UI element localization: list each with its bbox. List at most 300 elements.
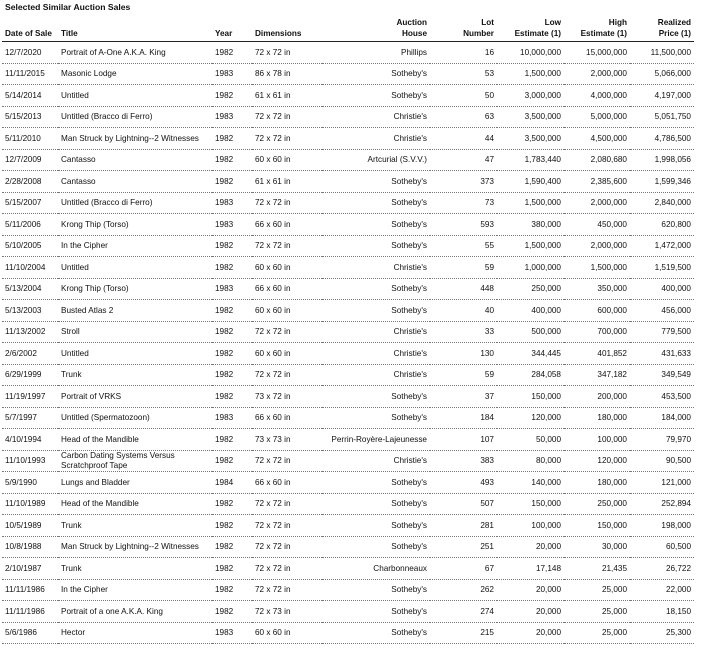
column-header-year: [212, 13, 252, 42]
column-header-high-estimate: [564, 13, 630, 42]
table-row: [2, 85, 694, 107]
cell-date: 10/8/1988: [2, 536, 58, 558]
cell-high-estimate: 450,000: [564, 214, 630, 236]
cell-low-estimate: 1,000,000: [497, 257, 564, 279]
cell-title: Cantasso: [58, 149, 212, 171]
table-row: [2, 171, 694, 193]
cell-realized-price: 1,599,346: [630, 171, 694, 193]
cell-title: Trunk: [58, 515, 212, 537]
cell-auction-house: Sotheby's: [322, 536, 430, 558]
cell-dimensions: 72 x 72 in: [252, 42, 322, 64]
table-row: [2, 214, 694, 236]
cell-lot-number: 16: [430, 42, 497, 64]
cell-date: 5/15/2007: [2, 192, 58, 214]
cell-title: Lungs and Bladder: [58, 472, 212, 494]
cell-dimensions: 61 x 61 in: [252, 171, 322, 193]
cell-year: 1982: [212, 579, 252, 601]
table-row: [2, 343, 694, 365]
cell-title: Stroll: [58, 321, 212, 343]
cell-high-estimate: 2,000,000: [564, 235, 630, 257]
cell-auction-house: Sotheby's: [322, 63, 430, 85]
cell-date: 10/5/1989: [2, 515, 58, 537]
cell-lot-number: 262: [430, 579, 497, 601]
cell-auction-house: Sotheby's: [322, 386, 430, 408]
column-header-dimensions: [252, 13, 322, 42]
column-header-house-line1: Auction: [396, 18, 427, 27]
cell-title: Masonic Lodge: [58, 63, 212, 85]
cell-low-estimate: 20,000: [497, 536, 564, 558]
cell-lot-number: 37: [430, 386, 497, 408]
cell-auction-house: Christie's: [322, 257, 430, 279]
column-header-lot-line1: Lot: [481, 18, 494, 27]
cell-year: 1983: [212, 407, 252, 429]
cell-low-estimate: 20,000: [497, 579, 564, 601]
cell-low-estimate: 1,500,000: [497, 63, 564, 85]
cell-dimensions: 72 x 72 in: [252, 450, 322, 472]
table-row: [2, 472, 694, 494]
cell-realized-price: 5,051,750: [630, 106, 694, 128]
cell-high-estimate: 21,435: [564, 558, 630, 580]
cell-dimensions: 72 x 72 in: [252, 515, 322, 537]
cell-auction-house: Sotheby's: [322, 515, 430, 537]
cell-date: 2/28/2008: [2, 171, 58, 193]
column-header-lot-number: [430, 13, 497, 42]
column-header-title: [58, 13, 212, 42]
cell-title: Krong Thip (Torso): [58, 278, 212, 300]
page-title: Selected Similar Auction Sales: [5, 2, 131, 12]
cell-realized-price: 1,998,056: [630, 149, 694, 171]
cell-low-estimate: 20,000: [497, 601, 564, 623]
cell-year: 1983: [212, 106, 252, 128]
cell-year: 1983: [212, 622, 252, 644]
cell-lot-number: 593: [430, 214, 497, 236]
column-header-realized-price: [630, 13, 694, 42]
table-row: [2, 622, 694, 644]
cell-year: 1982: [212, 42, 252, 64]
cell-lot-number: 507: [430, 493, 497, 515]
cell-year: 1982: [212, 450, 252, 472]
column-header-title-label: Title: [61, 29, 78, 38]
table-row: [2, 63, 694, 85]
cell-title: Head of the Mandible: [58, 429, 212, 451]
cell-high-estimate: 25,000: [564, 622, 630, 644]
cell-title: Trunk: [58, 364, 212, 386]
cell-realized-price: 2,840,000: [630, 192, 694, 214]
cell-low-estimate: 80,000: [497, 450, 564, 472]
table-row: [2, 429, 694, 451]
cell-date: 5/6/1986: [2, 622, 58, 644]
cell-year: 1982: [212, 364, 252, 386]
cell-lot-number: 184: [430, 407, 497, 429]
cell-dimensions: 73 x 73 in: [252, 429, 322, 451]
cell-auction-house: Sotheby's: [322, 407, 430, 429]
cell-dimensions: 72 x 72 in: [252, 192, 322, 214]
cell-dimensions: 66 x 60 in: [252, 278, 322, 300]
cell-year: 1982: [212, 386, 252, 408]
table-row: [2, 128, 694, 150]
cell-realized-price: 184,000: [630, 407, 694, 429]
cell-realized-price: 4,197,000: [630, 85, 694, 107]
cell-high-estimate: 25,000: [564, 601, 630, 623]
cell-dimensions: 60 x 60 in: [252, 300, 322, 322]
cell-high-estimate: 5,000,000: [564, 106, 630, 128]
cell-low-estimate: 3,500,000: [497, 128, 564, 150]
cell-auction-house: Sotheby's: [322, 214, 430, 236]
cell-auction-house: Christie's: [322, 321, 430, 343]
cell-high-estimate: 401,852: [564, 343, 630, 365]
cell-realized-price: 4,786,500: [630, 128, 694, 150]
cell-dimensions: 72 x 72 in: [252, 235, 322, 257]
cell-high-estimate: 600,000: [564, 300, 630, 322]
cell-auction-house: Perrin-Royère-Lajeunesse: [322, 429, 430, 451]
cell-dimensions: 72 x 72 in: [252, 321, 322, 343]
cell-date: 5/13/2004: [2, 278, 58, 300]
cell-auction-house: Charbonneaux: [322, 558, 430, 580]
cell-title: Untitled: [58, 343, 212, 365]
cell-year: 1982: [212, 343, 252, 365]
cell-high-estimate: 2,080,680: [564, 149, 630, 171]
table-row: [2, 536, 694, 558]
cell-date: 11/11/1986: [2, 579, 58, 601]
cell-auction-house: Sotheby's: [322, 579, 430, 601]
cell-title: Cantasso: [58, 171, 212, 193]
cell-low-estimate: 1,783,440: [497, 149, 564, 171]
cell-title: Man Struck by Lightning--2 Witnesses: [58, 128, 212, 150]
cell-title: Portrait of A-One A.K.A. King: [58, 42, 212, 64]
cell-dimensions: 72 x 73 in: [252, 601, 322, 623]
cell-date: 11/13/2002: [2, 321, 58, 343]
cell-high-estimate: 2,000,000: [564, 63, 630, 85]
table-body: [2, 42, 694, 644]
cell-date: 11/11/2015: [2, 63, 58, 85]
cell-high-estimate: 347,182: [564, 364, 630, 386]
cell-date: 5/10/2005: [2, 235, 58, 257]
cell-high-estimate: 180,000: [564, 407, 630, 429]
cell-date: 5/11/2006: [2, 214, 58, 236]
column-header-low-line1: Low: [544, 18, 561, 27]
auction-sales-table: [2, 13, 694, 644]
cell-title: Portrait of VRKS: [58, 386, 212, 408]
cell-low-estimate: 400,000: [497, 300, 564, 322]
cell-dimensions: 66 x 60 in: [252, 472, 322, 494]
table-row: [2, 106, 694, 128]
cell-year: 1982: [212, 300, 252, 322]
cell-high-estimate: 1,500,000: [564, 257, 630, 279]
table-row: [2, 364, 694, 386]
cell-realized-price: 456,000: [630, 300, 694, 322]
cell-title: Hector: [58, 622, 212, 644]
cell-dimensions: 73 x 72 in: [252, 386, 322, 408]
cell-lot-number: 47: [430, 149, 497, 171]
table-row: [2, 300, 694, 322]
cell-dimensions: 61 x 61 in: [252, 85, 322, 107]
cell-date: 2/10/1987: [2, 558, 58, 580]
cell-realized-price: 349,549: [630, 364, 694, 386]
cell-low-estimate: 344,445: [497, 343, 564, 365]
cell-auction-house: Artcurial (S.V.V.): [322, 149, 430, 171]
cell-high-estimate: 150,000: [564, 515, 630, 537]
cell-year: 1982: [212, 149, 252, 171]
table-row: [2, 601, 694, 623]
cell-low-estimate: 500,000: [497, 321, 564, 343]
cell-auction-house: Sotheby's: [322, 493, 430, 515]
cell-lot-number: 215: [430, 622, 497, 644]
cell-auction-house: Sotheby's: [322, 171, 430, 193]
table-row: [2, 235, 694, 257]
cell-realized-price: 22,000: [630, 579, 694, 601]
column-header-year-label: Year: [215, 29, 233, 38]
cell-low-estimate: 1,500,000: [497, 235, 564, 257]
cell-auction-house: Christie's: [322, 364, 430, 386]
cell-date: 11/10/1993: [2, 450, 58, 472]
cell-year: 1984: [212, 472, 252, 494]
column-header-realized-line2: Price (1): [658, 29, 691, 38]
cell-year: 1983: [212, 63, 252, 85]
cell-year: 1983: [212, 278, 252, 300]
column-header-date-label: Date of Sale: [5, 29, 52, 38]
cell-realized-price: 11,500,000: [630, 42, 694, 64]
cell-realized-price: 18,150: [630, 601, 694, 623]
header-row: [2, 13, 694, 42]
cell-realized-price: 453,500: [630, 386, 694, 408]
cell-date: 12/7/2020: [2, 42, 58, 64]
cell-low-estimate: 100,000: [497, 515, 564, 537]
cell-dimensions: 60 x 60 in: [252, 257, 322, 279]
cell-auction-house: Christie's: [322, 106, 430, 128]
cell-lot-number: 44: [430, 128, 497, 150]
column-header-high-line2: Estimate (1): [580, 29, 627, 38]
cell-lot-number: 130: [430, 343, 497, 365]
cell-high-estimate: 200,000: [564, 386, 630, 408]
cell-lot-number: 373: [430, 171, 497, 193]
cell-date: 12/7/2009: [2, 149, 58, 171]
cell-title: Krong Thip (Torso): [58, 214, 212, 236]
cell-realized-price: 60,500: [630, 536, 694, 558]
cell-lot-number: 281: [430, 515, 497, 537]
cell-low-estimate: 10,000,000: [497, 42, 564, 64]
cell-title: Man Struck by Lightning--2 Witnesses: [58, 536, 212, 558]
cell-auction-house: Sotheby's: [322, 601, 430, 623]
cell-date: 5/15/2013: [2, 106, 58, 128]
cell-auction-house: Sotheby's: [322, 622, 430, 644]
cell-auction-house: Sotheby's: [322, 278, 430, 300]
cell-realized-price: 26,722: [630, 558, 694, 580]
cell-year: 1982: [212, 85, 252, 107]
cell-date: 2/6/2002: [2, 343, 58, 365]
cell-lot-number: 448: [430, 278, 497, 300]
table-row: [2, 192, 694, 214]
cell-high-estimate: 4,000,000: [564, 85, 630, 107]
column-header-dimensions-label: Dimensions: [255, 29, 302, 38]
cell-realized-price: 198,000: [630, 515, 694, 537]
cell-high-estimate: 4,500,000: [564, 128, 630, 150]
cell-high-estimate: 30,000: [564, 536, 630, 558]
cell-date: 5/7/1997: [2, 407, 58, 429]
cell-low-estimate: 3,000,000: [497, 85, 564, 107]
column-header-realized-line1: Realized: [657, 18, 691, 27]
cell-dimensions: 86 x 78 in: [252, 63, 322, 85]
cell-year: 1982: [212, 235, 252, 257]
cell-date: 6/29/1999: [2, 364, 58, 386]
cell-year: 1983: [212, 214, 252, 236]
cell-lot-number: 59: [430, 364, 497, 386]
cell-lot-number: 383: [430, 450, 497, 472]
cell-year: 1982: [212, 515, 252, 537]
cell-low-estimate: 150,000: [497, 493, 564, 515]
cell-year: 1982: [212, 171, 252, 193]
cell-lot-number: 251: [430, 536, 497, 558]
column-header-low-line2: Estimate (1): [514, 29, 561, 38]
cell-dimensions: 72 x 72 in: [252, 558, 322, 580]
cell-year: 1982: [212, 429, 252, 451]
cell-auction-house: Sotheby's: [322, 192, 430, 214]
cell-dimensions: 72 x 72 in: [252, 364, 322, 386]
cell-realized-price: 121,000: [630, 472, 694, 494]
cell-dimensions: 60 x 60 in: [252, 149, 322, 171]
cell-realized-price: 431,633: [630, 343, 694, 365]
table-row: [2, 450, 694, 472]
cell-realized-price: 252,894: [630, 493, 694, 515]
cell-title: Busted Atlas 2: [58, 300, 212, 322]
cell-date: 11/11/1986: [2, 601, 58, 623]
cell-title: Portrait of a one A.K.A. King: [58, 601, 212, 623]
cell-title: In the Cipher: [58, 579, 212, 601]
cell-lot-number: 33: [430, 321, 497, 343]
cell-lot-number: 107: [430, 429, 497, 451]
cell-realized-price: 79,970: [630, 429, 694, 451]
cell-low-estimate: 17,148: [497, 558, 564, 580]
cell-title: Untitled: [58, 85, 212, 107]
table-row: [2, 493, 694, 515]
cell-dimensions: 72 x 72 in: [252, 493, 322, 515]
cell-dimensions: 72 x 72 in: [252, 536, 322, 558]
column-header-auction-house: [322, 13, 430, 42]
cell-date: 11/10/1989: [2, 493, 58, 515]
column-header-high-line1: High: [608, 18, 627, 27]
column-header-date: [2, 13, 58, 42]
cell-auction-house: Sotheby's: [322, 235, 430, 257]
cell-high-estimate: 700,000: [564, 321, 630, 343]
cell-title: Untitled (Bracco di Ferro): [58, 192, 212, 214]
cell-date: 11/19/1997: [2, 386, 58, 408]
cell-title: Untitled (Bracco di Ferro): [58, 106, 212, 128]
cell-low-estimate: 50,000: [497, 429, 564, 451]
cell-dimensions: 66 x 60 in: [252, 214, 322, 236]
cell-lot-number: 53: [430, 63, 497, 85]
cell-realized-price: 25,300: [630, 622, 694, 644]
cell-high-estimate: 2,000,000: [564, 192, 630, 214]
cell-high-estimate: 2,385,600: [564, 171, 630, 193]
column-header-house-line2: House: [401, 29, 427, 38]
cell-year: 1983: [212, 192, 252, 214]
cell-high-estimate: 120,000: [564, 450, 630, 472]
cell-lot-number: 50: [430, 85, 497, 107]
cell-realized-price: 400,000: [630, 278, 694, 300]
cell-lot-number: 55: [430, 235, 497, 257]
cell-low-estimate: 120,000: [497, 407, 564, 429]
cell-auction-house: Christie's: [322, 343, 430, 365]
cell-low-estimate: 1,590,400: [497, 171, 564, 193]
cell-low-estimate: 20,000: [497, 622, 564, 644]
cell-low-estimate: 284,058: [497, 364, 564, 386]
cell-realized-price: 5,066,000: [630, 63, 694, 85]
cell-title: Untitled (Spermatozoon): [58, 407, 212, 429]
cell-date: 11/10/2004: [2, 257, 58, 279]
column-header-lot-line2: Number: [463, 29, 494, 38]
cell-title: Trunk: [58, 558, 212, 580]
cell-realized-price: 1,472,000: [630, 235, 694, 257]
cell-lot-number: 59: [430, 257, 497, 279]
cell-auction-house: Christie's: [322, 450, 430, 472]
cell-low-estimate: 380,000: [497, 214, 564, 236]
cell-dimensions: 60 x 60 in: [252, 622, 322, 644]
cell-high-estimate: 25,000: [564, 579, 630, 601]
cell-dimensions: 72 x 72 in: [252, 579, 322, 601]
cell-lot-number: 40: [430, 300, 497, 322]
cell-high-estimate: 180,000: [564, 472, 630, 494]
column-header-low-estimate: [497, 13, 564, 42]
cell-year: 1982: [212, 257, 252, 279]
table-row: [2, 515, 694, 537]
cell-date: 5/11/2010: [2, 128, 58, 150]
cell-lot-number: 67: [430, 558, 497, 580]
cell-year: 1982: [212, 601, 252, 623]
cell-date: 5/14/2014: [2, 85, 58, 107]
table-row: [2, 321, 694, 343]
cell-year: 1982: [212, 493, 252, 515]
cell-year: 1982: [212, 128, 252, 150]
cell-title: Carbon Dating Systems Versus Scratchproof Tape: [58, 450, 212, 472]
cell-year: 1982: [212, 536, 252, 558]
table-row: [2, 257, 694, 279]
cell-high-estimate: 100,000: [564, 429, 630, 451]
cell-realized-price: 779,500: [630, 321, 694, 343]
cell-date: 4/10/1994: [2, 429, 58, 451]
cell-date: 5/13/2003: [2, 300, 58, 322]
cell-year: 1982: [212, 321, 252, 343]
cell-realized-price: 620,800: [630, 214, 694, 236]
cell-title: In the Cipher: [58, 235, 212, 257]
table-row: [2, 558, 694, 580]
cell-low-estimate: 3,500,000: [497, 106, 564, 128]
table-row: [2, 407, 694, 429]
table-row: [2, 579, 694, 601]
cell-high-estimate: 250,000: [564, 493, 630, 515]
cell-auction-house: Sotheby's: [322, 472, 430, 494]
cell-high-estimate: 350,000: [564, 278, 630, 300]
cell-year: 1982: [212, 558, 252, 580]
cell-lot-number: 63: [430, 106, 497, 128]
cell-dimensions: 72 x 72 in: [252, 106, 322, 128]
cell-auction-house: Sotheby's: [322, 85, 430, 107]
cell-realized-price: 1,519,500: [630, 257, 694, 279]
table-row: [2, 386, 694, 408]
cell-lot-number: 274: [430, 601, 497, 623]
cell-title: Head of the Mandible: [58, 493, 212, 515]
cell-auction-house: Phillips: [322, 42, 430, 64]
cell-dimensions: 66 x 60 in: [252, 407, 322, 429]
cell-dimensions: 72 x 72 in: [252, 128, 322, 150]
cell-low-estimate: 1,500,000: [497, 192, 564, 214]
cell-low-estimate: 250,000: [497, 278, 564, 300]
cell-lot-number: 493: [430, 472, 497, 494]
cell-title: Untitled: [58, 257, 212, 279]
cell-low-estimate: 150,000: [497, 386, 564, 408]
cell-dimensions: 60 x 60 in: [252, 343, 322, 365]
table-row: [2, 149, 694, 171]
cell-auction-house: Sotheby's: [322, 300, 430, 322]
table-row: [2, 42, 694, 64]
